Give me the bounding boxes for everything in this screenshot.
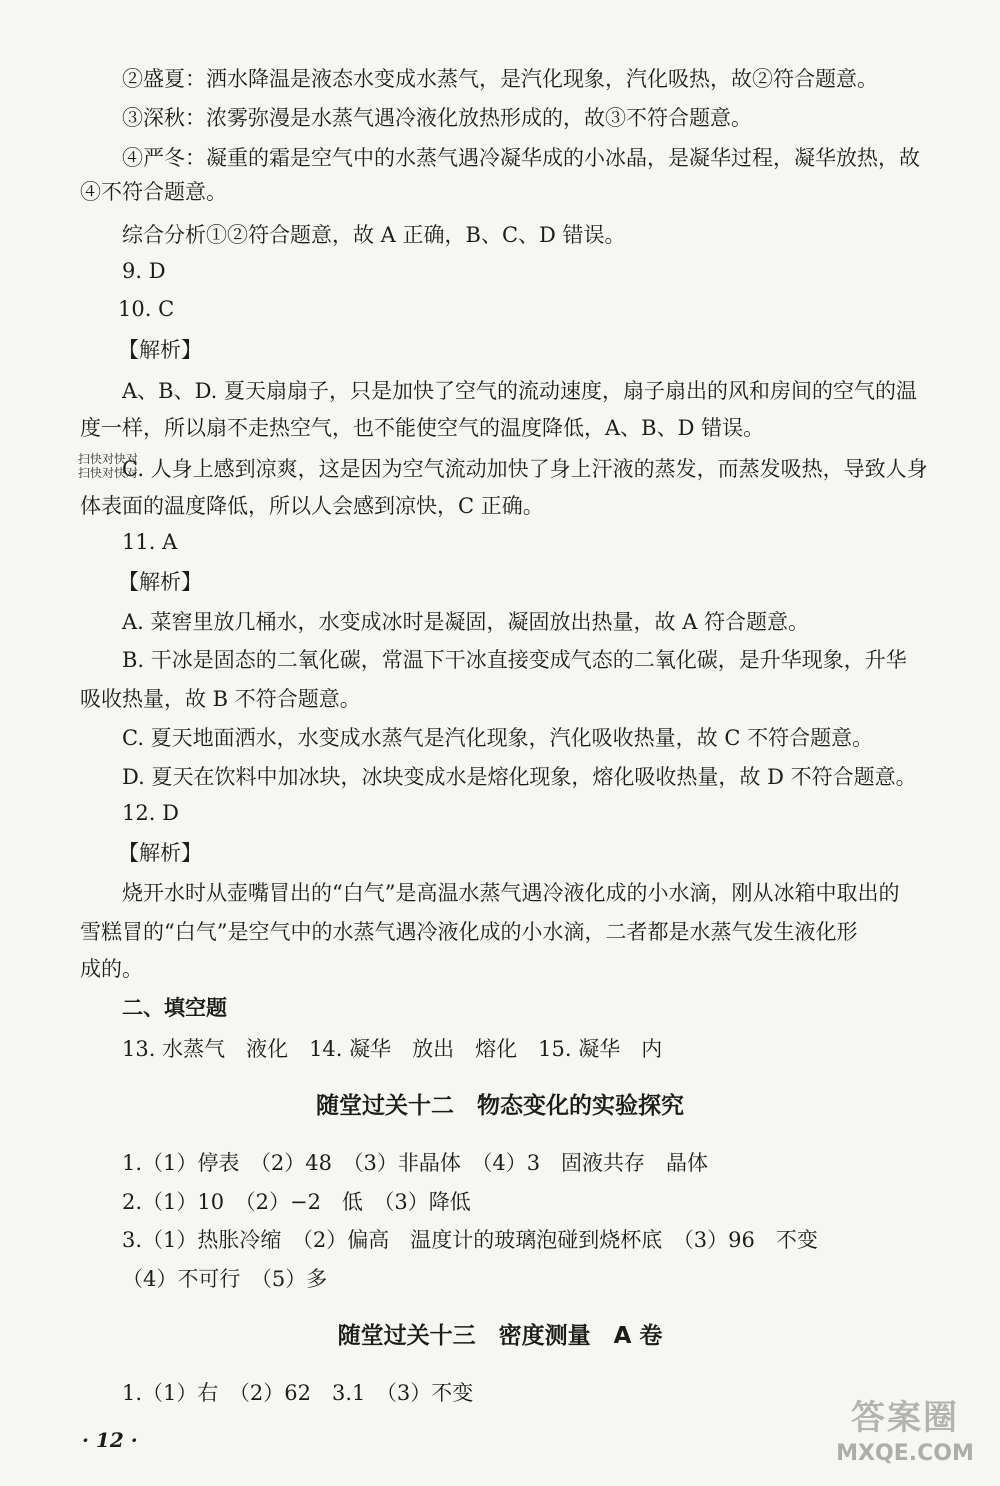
text-line: A、B、D. 夏天扇扇子，只是加快了空气的流动速度，扇子扇出的风和房间的空气的温 [122,379,918,403]
text-line: ④严冬：凝重的霜是空气中的水蒸气遇冷凝华成的小冰晶，是凝华过程，凝华放热，故 [122,146,920,170]
text-line: 吸收热量，故 B 不符合题意。 [80,687,361,711]
answer-line: 3.（1）热胀冷缩 （2）偏高 温度计的玻璃泡碰到烧杯底 （3）96 不变 [122,1228,818,1252]
answer-number: 9. D [122,259,166,283]
answer-number: 10. C [118,297,175,321]
text-line: D. 夏天在饮料中加冰块，冰块变成水是熔化现象，熔化吸收热量，故 D 不符合题意。 [122,765,917,789]
text-line: 成的。 [80,957,143,981]
text-line: C. 人身上感到凉爽，这是因为空气流动加快了身上汗液的蒸发，而蒸发吸热，导致人身 [122,457,928,481]
text-line: 综合分析①②符合题意，故 A 正确，B、C、D 错误。 [122,223,626,247]
text-line: 雪糕冒的“白气”是空气中的水蒸气遇冷液化成的小水滴，二者都是水蒸气发生液化形 [80,920,858,944]
answer-line: 1.（1）右 （2）62 3.1 （3）不变 [122,1381,474,1405]
watermark-url: MXQE.COM [836,1441,974,1466]
watermark-text: 答案圈 [851,1398,959,1438]
stamp-text: 扫快对快对 [78,452,139,466]
answer-line: 1.（1）停表 （2）48 （3）非晶体 （4）3 固液共存 晶体 [122,1151,709,1175]
text-line: ③深秋：浓雾弥漫是水蒸气遇冷液化放热形成的，故③不符合题意。 [122,106,752,130]
text-line: C. 夏天地面洒水，水变成水蒸气是汽化现象，汽化吸收热量，故 C 不符合题意。 [122,726,874,750]
text-line: ④不符合题意。 [80,180,227,204]
text-line: 度一样，所以扇不走热空气，也不能使空气的温度降低，A、B、D 错误。 [80,416,765,440]
text-line: 体表面的温度降低，所以人会感到凉快，C 正确。 [80,494,544,518]
text-line: ②盛夏：洒水降温是液态水变成水蒸气，是汽化现象，汽化吸热，故②符合题意。 [122,67,878,91]
text-line: A. 菜窖里放几桶水，水变成冰时是凝固，凝固放出热量，故 A 符合题意。 [122,610,810,634]
stamp-text: 扫快对快对 [78,466,139,480]
answer-number: 11. A [122,530,178,554]
text-line: B. 干冰是固态的二氧化碳，常温下干冰直接变成气态的二氧化碳，是升华现象，升华 [122,648,907,672]
analysis-label: 【解析】 [118,841,202,865]
scan-stamp [78,452,158,480]
answer-line: 2.（1）10 （2）−2 低 （3）降低 [122,1190,471,1214]
analysis-label: 【解析】 [118,338,202,362]
watermark-logo [820,1395,990,1475]
answer-line: （4）不可行 （5）多 [122,1267,328,1291]
section-title-13: 随堂过关十三 密度测量 A 卷 [337,1323,663,1349]
text-line: 烧开水时从壶嘴冒出的“白气”是高温水蒸气遇冷液化成的小水滴，刚从冰箱中取出的 [122,881,900,905]
page-number: · 12 · [82,1428,138,1452]
section-title-12: 随堂过关十二 物态变化的实验探究 [316,1093,684,1119]
text-line: 13. 水蒸气 液化 14. 凝华 放出 熔化 15. 凝华 内 [122,1037,663,1061]
answer-number: 12. D [122,801,179,825]
analysis-label: 【解析】 [118,570,202,594]
section-heading: 二、填空题 [122,996,227,1020]
